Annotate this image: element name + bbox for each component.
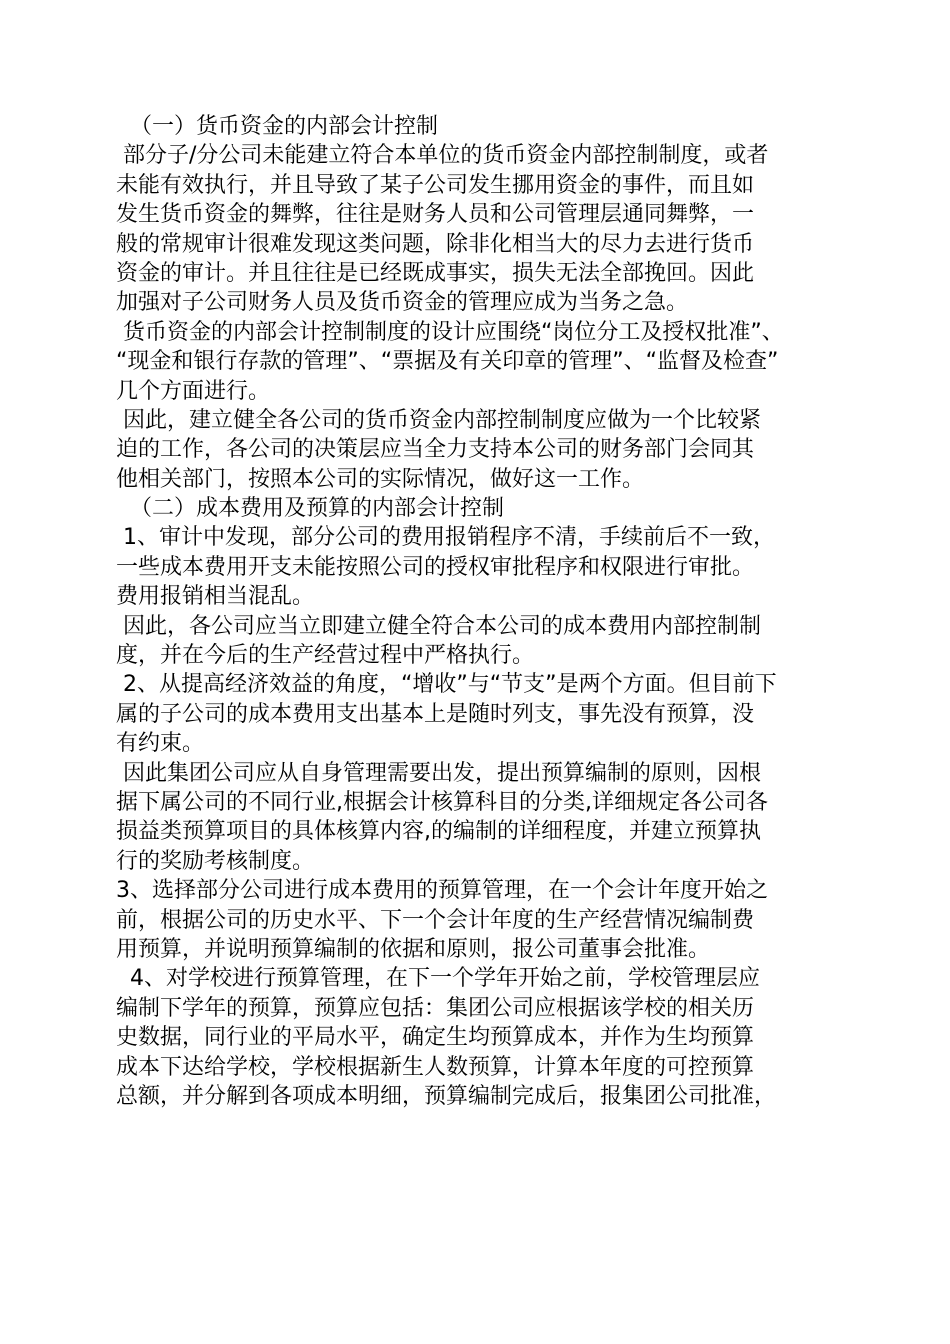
text-line: 3、选择部分公司进行成本费用的预算管理，在一个会计年度开始之 bbox=[116, 878, 768, 904]
text-line: 因此，各公司应当立即建立健全符合本公司的成本费用内部控制制 bbox=[116, 613, 761, 639]
section-heading-1: （一）货币资金的内部会计控制 bbox=[116, 114, 438, 139]
text-line: 他相关部门，按照本公司的实际情况，做好这一工作。 bbox=[116, 466, 645, 492]
text-line: 前，根据公司的历史水平、下一个会计年度的生产经营情况编制费 bbox=[116, 907, 755, 933]
text-line: 1、审计中发现，部分公司的费用报销程序不清，手续前后不一致， bbox=[116, 525, 775, 551]
text-line: 属的子公司的成本费用支出基本上是随时列支，事先没有预算，没 bbox=[116, 701, 755, 727]
text-line: 2、从提高经济效益的角度，“增收”与“节支”是两个方面。但目前下 bbox=[116, 672, 777, 698]
text-line: 有约束。 bbox=[116, 731, 205, 757]
text-line: 总额，并分解到各项成本明细，预算编制完成后，报集团公司批准， bbox=[116, 1083, 777, 1109]
text-line: 度，并在今后的生产经营过程中严格执行。 bbox=[116, 643, 535, 669]
text-line: 未能有效执行，并且导致了某子公司发生挪用资金的事件，而且如 bbox=[116, 172, 755, 198]
text-line: 损益类预算项目的具体核算内容,的编制的详细程度，并建立预算执 bbox=[116, 819, 761, 845]
text-line: 因此，建立健全各公司的货币资金内部控制制度应做为一个比较紧 bbox=[116, 407, 761, 433]
text-line: 行的奖励考核制度。 bbox=[116, 848, 315, 874]
text-line: 发生货币资金的舞弊，往往是财务人员和公司管理层通同舞弊，一 bbox=[116, 202, 755, 228]
document-body bbox=[116, 112, 876, 1111]
text-line: 因此集团公司应从自身管理需要出发，提出预算编制的原则，因根 bbox=[116, 760, 761, 786]
text-line: 货币资金的内部会计控制制度的设计应围绕“岗位分工及授权批准”、 bbox=[116, 319, 784, 345]
text-line: 几个方面进行。 bbox=[116, 378, 271, 404]
text-line: 4、对学校进行预算管理，在下一个学年开始之前，学校管理层应 bbox=[116, 966, 760, 992]
text-line: 般的常规审计很难发现这类问题，除非化相当大的尽力去进行货币 bbox=[116, 231, 755, 257]
text-line: 史数据，同行业的平局水平，确定生均预算成本，并作为生均预算 bbox=[116, 1025, 755, 1051]
text-line: 编制下学年的预算，预算应包括：集团公司应根据该学校的相关历 bbox=[116, 995, 755, 1021]
text-line: 一些成本费用开支未能按照公司的授权审批程序和权限进行审批。 bbox=[116, 554, 755, 580]
text-line: 资金的审计。并且往往是已经既成事实，损失无法全部挽回。因此 bbox=[116, 260, 755, 286]
text-line: 用预算，并说明预算编制的依据和原则，报公司董事会批准。 bbox=[116, 936, 711, 962]
text-line: 部分子/分公司未能建立符合本单位的货币资金内部控制制度，或者 bbox=[116, 143, 769, 169]
text-line: 成本下达给学校，学校根据新生人数预算，计算本年度的可控预算 bbox=[116, 1054, 755, 1080]
text-line: “现金和银行存款的管理”、“票据及有关印章的管理”、“监督及检查” bbox=[116, 349, 779, 375]
section-heading-2: （二）成本费用及预算的内部会计控制 bbox=[116, 496, 504, 522]
text-line: 据下属公司的不同行业,根据会计核算科目的分类,详细规定各公司各 bbox=[116, 789, 768, 815]
text-line: 加强对子公司财务人员及货币资金的管理应成为当务之急。 bbox=[116, 290, 689, 316]
text-line: 迫的工作，各公司的决策层应当全力支持本公司的财务部门会同其 bbox=[116, 437, 755, 463]
text-line: 费用报销相当混乱。 bbox=[116, 584, 315, 610]
